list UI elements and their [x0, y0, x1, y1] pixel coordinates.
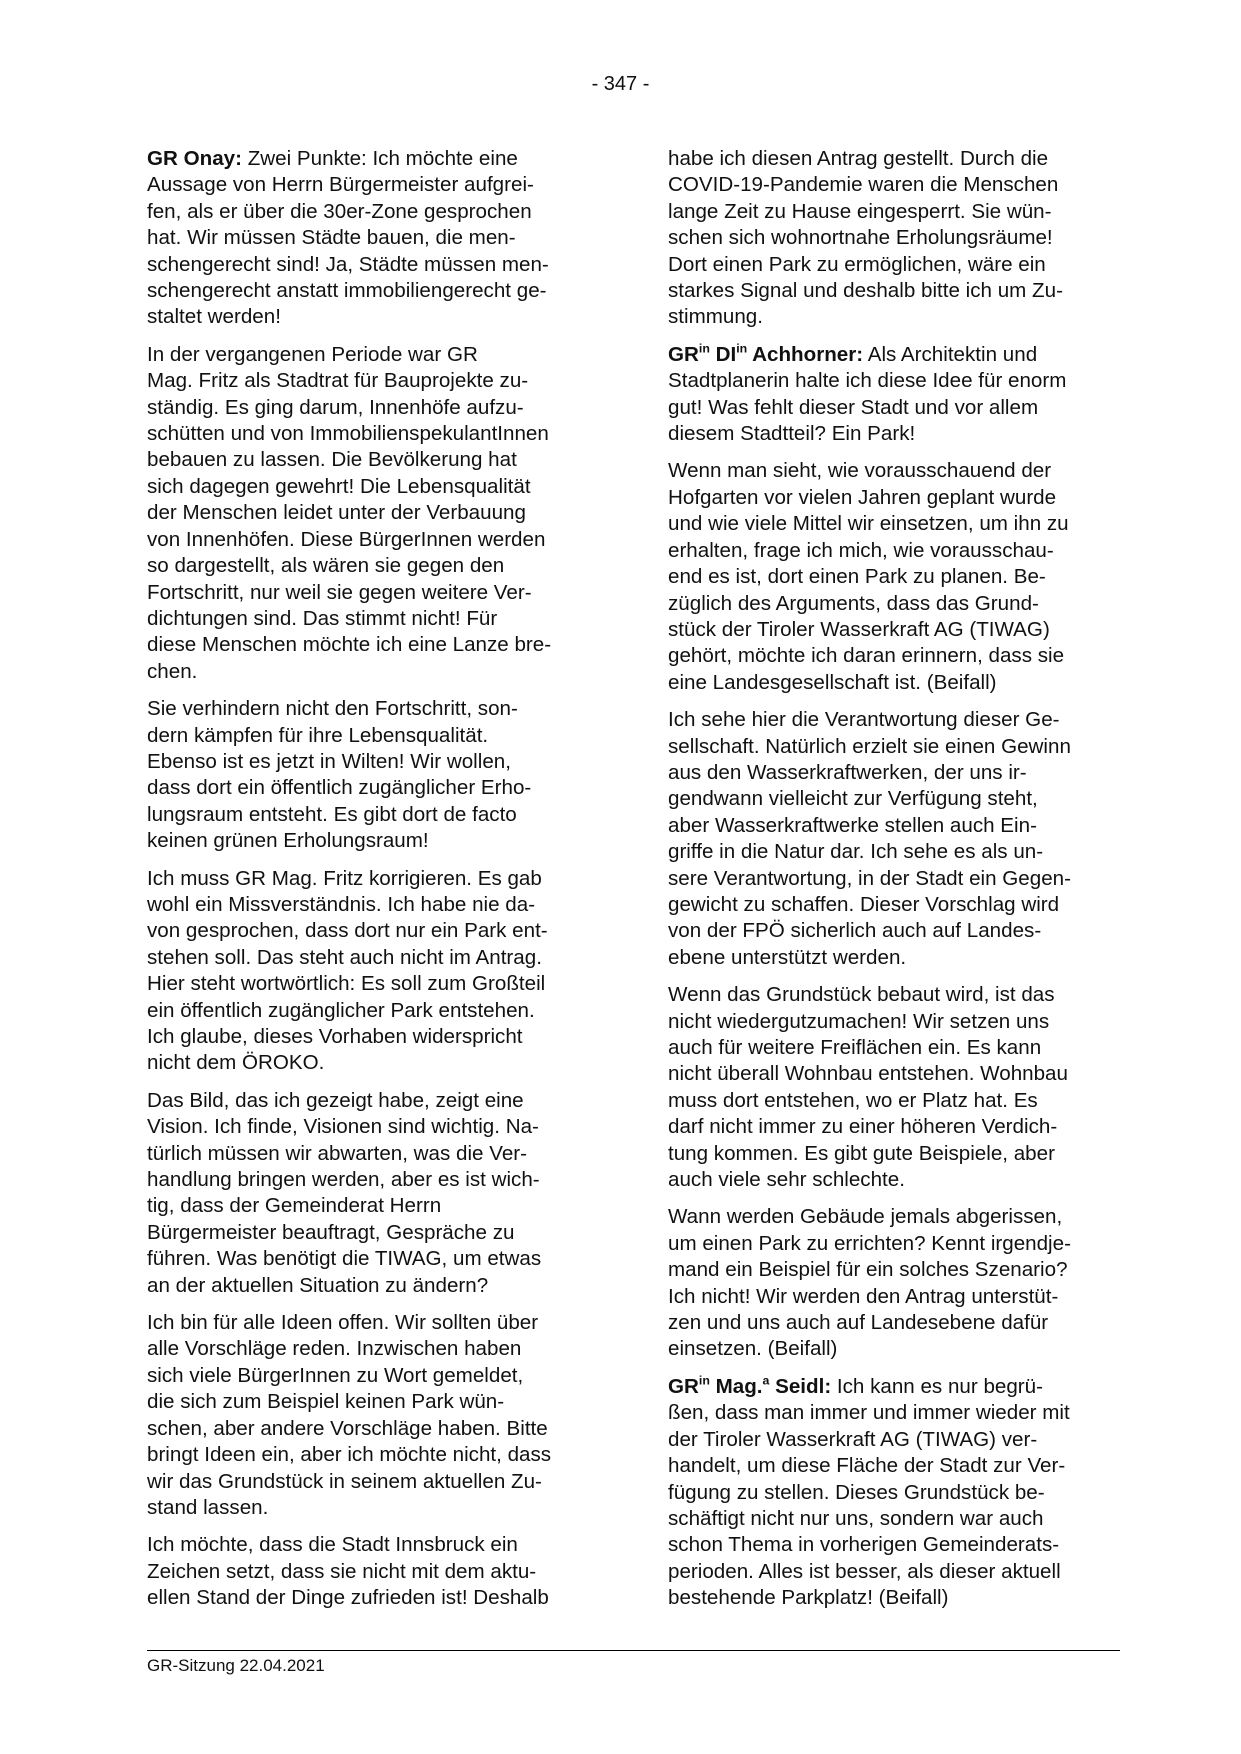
- right-column: [668, 146, 1120, 1623]
- paragraph: [147, 866, 599, 1077]
- paragraph-text: In der vergangenen Periode war GR Mag. Fritz als Stadtrat für Bauprojekte zu- ständig. Es ging darum, Innenhöfe aufzu- schütten und von ImmobilienspekulantInnen bebauen zu lassen. Die Bevölkerung hat sich dagegen gewehrt! Die Lebensqualität der Menschen leidet unter der Verbauung von Innenhöfen. Diese BürgerInnen werden so dargestellt, als wären sie gegen den Fortschritt, nur weil sie gegen weitere Ver- dichtungen sind. Das stimmt nicht! Für diese Menschen möchte ich eine Lanze bre- chen.: [147, 342, 552, 683]
- paragraph: [668, 146, 1120, 331]
- paragraph-text: Das Bild, das ich gezeigt habe, zeigt eine Vision. Ich finde, Visionen sind wichtig. Na- türlich müssen wir abwarten, was die Ver- handlung bringen werden, aber es ist wich- tig, dass der Gemeinderat Herrn Bürgermeister beauftragt, Gespräche zu führen. Was benötigt die TIWAG, um etwas an der aktuellen Situation zu ändern?: [147, 1088, 542, 1297]
- speaker-title-suffix: in: [698, 341, 710, 356]
- paragraph: [147, 1532, 599, 1611]
- paragraph-text: Wenn das Grundstück bebaut wird, ist das nicht wiedergutzumachen! Wir setzen uns auch für weitere Freiflächen ein. Es kann nicht überall Wohnbau entstehen. Wohnbau muss dort entstehen, wo er Platz hat. Es darf nicht immer zu einer höheren Verdich- tung kommen. Es gibt gute Beispiele, aber auch viele sehr schlechte.: [668, 983, 1068, 1192]
- paragraph-text: Ich muss GR Mag. Fritz korrigieren. Es gab wohl ein Missverständnis. Ich habe nie da- von gesprochen, dass dort nur ein Park ent- stehen soll. Das steht auch nicht im Antrag. Hier steht wortwörtlich: Es soll zum Großteil ein öffentlich zugänglicher Park entstehen. Ich glaube, dieses Vorhaben widerspricht nicht dem ÖROKO.: [147, 866, 548, 1075]
- paragraph: [668, 458, 1120, 696]
- paragraph-text: Ich bin für alle Ideen offen. Wir sollten über alle Vorschläge reden. Inzwischen haben sich viele BürgerInnen zu Wort gemeldet, die sich zum Beispiel keinen Park wün- schen, aber andere Vorschläge haben. Bitte bringt Ideen ein, aber ich möchte nicht, dass wir das Grundstück in seinem aktuellen Zu- stand lassen.: [147, 1311, 552, 1519]
- speaker-name-part: GR: [668, 342, 699, 366]
- speaker-title-suffix: in: [736, 341, 748, 356]
- paragraph-text: Sie verhindern nicht den Fortschritt, son- dern kämpfen für ihre Lebensqualität. Ebenso ist es jetzt in Wilten! Wir wollen, dass dort ein öffentlich zugänglicher Erho- lungsraum entsteht. Es gibt dort de facto keinen grünen Erholungsraum!: [147, 697, 532, 853]
- paragraph: [147, 342, 599, 685]
- paragraph-text: Ich kann es nur begrü- ßen, dass man immer und immer wieder mit der Tiroler Wasserkraft AG (TIWAG) ver- handelt, um diese Fläche der Stadt zur Ver- fügung zu stellen. Dieses Grundstück be- schäftigt nicht nur uns, sondern war auch schon Thema in vorherigen Gemeinderats- perioden. Alles ist besser, als dieser aktuell bestehende Parkplatz! (Beifall): [668, 1374, 1070, 1610]
- paragraph-text: Als Architektin und Stadtplanerin halte ich diese Idee für enorm gut! Was fehlt dieser Stadt und vor allem diesem Stadtteil? Ein Park!: [668, 342, 1067, 446]
- paragraph: [147, 146, 599, 331]
- paragraph-text: Ich sehe hier die Verantwortung dieser Ge- sellschaft. Natürlich erzielt sie einen Gewinn aus den Wasserkraftwerken, der uns ir- gendwann vielleicht zur Verfügung steht, aber Wasserkraftwerke stellen auch Ein- griffe in die Natur dar. Ich sehe es als un- sere Verantwortung, in der Stadt ein Gegen- gewicht zu schaffen. Dieser Vorschlag wird von der FPÖ sicherlich auch auf Landes- ebene unterstützt werden.: [668, 708, 1071, 969]
- speaker-title-suffix: a: [762, 1373, 770, 1388]
- speaker-name-part: DI: [709, 342, 737, 366]
- speaker-name: [668, 343, 863, 366]
- paragraph: [147, 1310, 599, 1521]
- speaker-title-suffix: in: [698, 1373, 710, 1388]
- paragraph: [668, 1374, 1120, 1612]
- paragraph: [147, 1088, 599, 1299]
- paragraph: [668, 707, 1120, 971]
- paragraph-text: habe ich diesen Antrag gestellt. Durch die COVID-19-Pandemie waren die Menschen lange Zeit zu Hause eingesperrt. Sie wün- schen sich wohnortnahe Erholungsräume! Dort einen Park zu ermöglichen, wäre ein starkes Signal und deshalb bitte ich um Zu- stimmung.: [668, 147, 1063, 329]
- page-number: - 347 -: [591, 73, 650, 95]
- speaker-name-part: Achhorner:: [747, 342, 864, 366]
- footer-divider: [147, 1650, 1120, 1651]
- paragraph-text: Wann werden Gebäude jemals abgerissen, um einen Park zu errichten? Kennt irgendje- mand ein Beispiel für ein solches Szenario? Ich nicht! Wir werden den Antrag unterstüt- zen und uns auch auf Landesebene dafür einsetzen. (Beifall): [668, 1205, 1071, 1361]
- speaker-name-part: Seidl:: [769, 1374, 832, 1398]
- paragraph-text: Ich möchte, dass die Stadt Innsbruck ein Zeichen setzt, dass sie nicht mit dem aktu- ellen Stand der Dinge zufrieden ist! Deshalb: [147, 1533, 549, 1610]
- paragraph: [668, 982, 1120, 1193]
- speaker-name: [668, 1375, 831, 1398]
- paragraph: [668, 1204, 1120, 1362]
- speaker-name-part: Mag.: [709, 1374, 763, 1398]
- footer-session-date: GR-Sitzung 22.04.2021: [147, 1656, 325, 1675]
- speaker-name-part: GR: [668, 1374, 699, 1398]
- paragraph: [668, 342, 1120, 448]
- paragraph-text: Wenn man sieht, wie vorausschauend der Hofgarten vor vielen Jahren geplant wurde und wie viele Mittel wir einsetzen, um ihn zu erhalten, frage ich mich, wie vorausschau- end es ist, dort einen Park zu planen. Be- züglich des Arguments, dass das Grund- stück der Tiroler Wasserkraft AG (TIWAG) gehört, möchte ich daran erinnern, dass sie eine Landesgesellschaft ist. (Beifall): [668, 459, 1069, 694]
- paragraph: [147, 696, 599, 854]
- paragraph-text: Zwei Punkte: Ich möchte eine Aussage von Herrn Bürgermeister aufgrei- fen, als er über die 30er-Zone gesprochen hat. Wir müssen Städte bauen, die men- schengerecht sind! Ja, Städte müssen men- schengerecht anstatt immobiliengerecht ge- staltet werden!: [147, 147, 549, 329]
- speaker-name: GR Onay:: [147, 147, 242, 170]
- left-column: [147, 146, 599, 1623]
